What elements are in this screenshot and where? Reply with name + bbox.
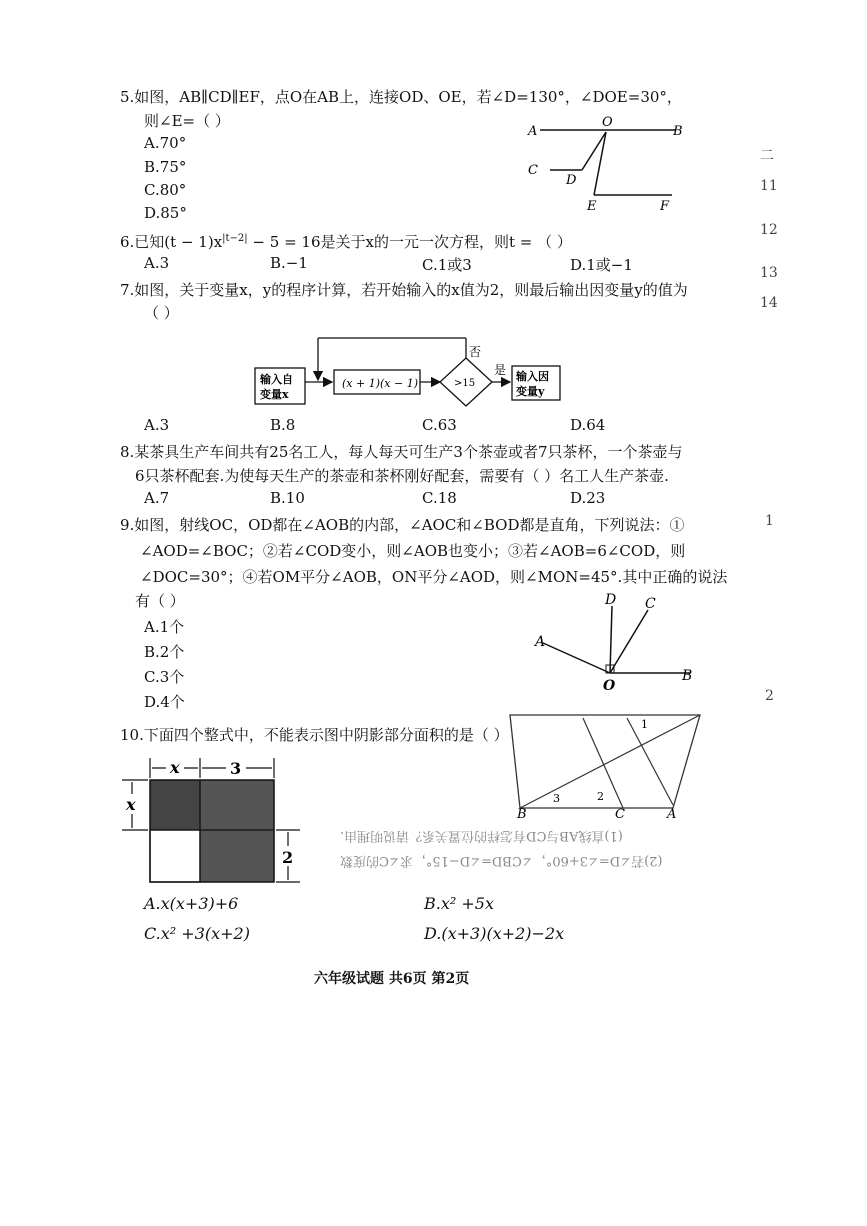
q5-label-d: D xyxy=(566,173,577,188)
page-footer: 六年级试题 共6页 第2页 xyxy=(314,971,470,987)
q10-dim-3: 3 xyxy=(230,759,242,778)
q9-option-a: A.1个 xyxy=(144,618,185,636)
q10-figure xyxy=(118,752,308,888)
q9-stem-line3: ∠DOC=30°；④若OM平分∠AOB，ON平分∠AOD，则∠MON=45°.其中正确的说法 xyxy=(140,568,728,586)
q9-label-o: O xyxy=(603,678,616,694)
bleed-margin-1: 二 xyxy=(760,148,774,164)
q9-figure xyxy=(525,588,710,698)
q8-option-a: A.7 xyxy=(144,489,170,507)
q5-option-b: B.75° xyxy=(144,158,187,176)
q10-dim-x-left: x xyxy=(126,795,136,814)
q7-yes-label: 是 xyxy=(494,363,507,377)
q5-option-a: A.70° xyxy=(144,134,187,152)
q7-output-label-1: 输入因 xyxy=(516,370,549,383)
q10-option-b: B.x² +5x xyxy=(424,894,494,913)
q9-label-c: C xyxy=(645,596,656,612)
q6-option-d: D.1或−1 xyxy=(570,256,633,274)
bleed-label-1: 1 xyxy=(641,718,648,731)
q10-shaded-3-by-x xyxy=(200,780,274,830)
q9-label-a: A xyxy=(535,634,546,650)
bleed-margin-5: 14 xyxy=(760,295,778,311)
q7-option-d: D.64 xyxy=(570,416,606,434)
bleed-margin-6: 1 xyxy=(765,513,774,529)
bleed-label-3: 3 xyxy=(553,792,560,805)
q7-condition-label: >15 xyxy=(454,378,476,389)
q6-option-b: B.−1 xyxy=(270,254,308,272)
q7-option-b: B.8 xyxy=(270,416,296,434)
q7-process-label: (x + 1)(x − 1) xyxy=(342,377,418,390)
q6-option-a: A.3 xyxy=(144,254,170,272)
q5-option-d: D.85° xyxy=(144,204,187,222)
q5-label-b: B xyxy=(673,124,683,139)
bleed-margin-4: 13 xyxy=(760,265,778,281)
bleed-mirrored-line2: (2)若∠D=∠3+60°，∠CBD=∠D−15°，求∠C的度数 xyxy=(340,853,663,868)
q9-label-d: D xyxy=(605,592,617,608)
bleed-margin-2: 11 xyxy=(760,178,778,194)
q8-option-c: C.18 xyxy=(422,489,457,507)
q8-option-d: D.23 xyxy=(570,489,606,507)
q5-label-f: F xyxy=(660,199,670,214)
q5-label-o: O xyxy=(602,115,613,130)
q6-stem-pre: 6.已知(t − 1)x xyxy=(120,233,223,251)
q10-shaded-x-by-x xyxy=(150,780,200,830)
q10-dim-2: 2 xyxy=(282,848,294,867)
q5-option-c: C.80° xyxy=(144,181,187,199)
q10-stem-line1: 10.下面四个整式中，不能表示图中阴影部分面积的是（ ） xyxy=(120,726,509,744)
q5-label-e: E xyxy=(587,199,597,214)
q9-stem-line1: 9.如图，射线OC，OD都在∠AOB的内部，∠AOC和∠BOD都是直角，下列说法：① xyxy=(120,516,685,534)
q6-stem-post: − 5 = 16是关于x的一元一次方程，则t = （ ） xyxy=(247,233,572,251)
q9-label-b: B xyxy=(682,668,693,684)
q10-option-a: A.x(x+3)+6 xyxy=(144,894,239,913)
bleed-parallelogram-figure xyxy=(505,710,705,820)
q7-input-label-2: 变量x xyxy=(260,388,289,401)
q5-label-a: A xyxy=(528,124,538,139)
q8-option-b: B.10 xyxy=(270,489,305,507)
bleed-label-a: A xyxy=(667,807,677,820)
q9-option-d: D.4个 xyxy=(144,693,185,711)
q6-stem xyxy=(120,228,572,253)
q6-option-c: C.1或3 xyxy=(422,256,472,274)
q5-stem-line2: 则∠E=（ ） xyxy=(144,112,230,130)
q10-option-d: D.(x+3)(x+2)−2x xyxy=(424,924,565,943)
q9-option-b: B.2个 xyxy=(144,643,185,661)
q7-no-label: 否 xyxy=(469,345,482,359)
q9-option-c: C.3个 xyxy=(144,668,185,686)
q9-stem-line4: 有（ ） xyxy=(135,592,185,610)
q8-stem-line2: 6只茶杯配套.为使每天生产的茶壶和茶杯刚好配套，需要有（ ）名工人生产茶壶. xyxy=(135,467,669,485)
bleed-margin-7: 2 xyxy=(765,688,774,704)
q10-dim-x-top: x xyxy=(170,758,180,777)
q8-stem-line1: 8.某茶具生产车间共有25名工人，每人每天可生产3个茶壶或者7只茶杯，一个茶壶与 xyxy=(120,443,683,461)
q10-shaded-3-by-2 xyxy=(200,830,274,882)
q7-option-c: C.63 xyxy=(422,416,457,434)
q7-stem-line2: （ ） xyxy=(144,304,179,322)
q7-option-a: A.3 xyxy=(144,416,170,434)
q5-stem-line1: 5.如图，AB∥CD∥EF，点O在AB上，连接OD、OE，若∠D=130°，∠DOE=30°， xyxy=(120,88,682,106)
q7-flowchart xyxy=(250,332,570,412)
q7-input-label-1: 输入自 xyxy=(260,373,293,386)
bleed-label-2: 2 xyxy=(597,790,604,803)
bleed-margin-3: 12 xyxy=(760,222,778,238)
bleed-label-c: C xyxy=(615,807,625,820)
q9-stem-line2: ∠AOD=∠BOC；②若∠COD变小，则∠AOB也变小；③若∠AOB=6∠COD，则 xyxy=(140,542,686,560)
bleed-mirrored-line1: (1)直线AB与CD有怎样的位置关系？请说明理由. xyxy=(340,828,623,843)
q5-figure xyxy=(520,110,700,215)
q10-option-c: C.x² +3(x+2) xyxy=(144,924,250,943)
bleed-label-b: B xyxy=(517,807,527,820)
q7-stem-line1: 7.如图，关于变量x，y的程序计算，若开始输入的x值为2，则最后输出因变量y的值为 xyxy=(120,281,688,299)
q7-output-label-2: 变量y xyxy=(516,385,545,398)
q6-exponent: |t−2| xyxy=(222,233,248,244)
q5-label-c: C xyxy=(528,163,538,178)
